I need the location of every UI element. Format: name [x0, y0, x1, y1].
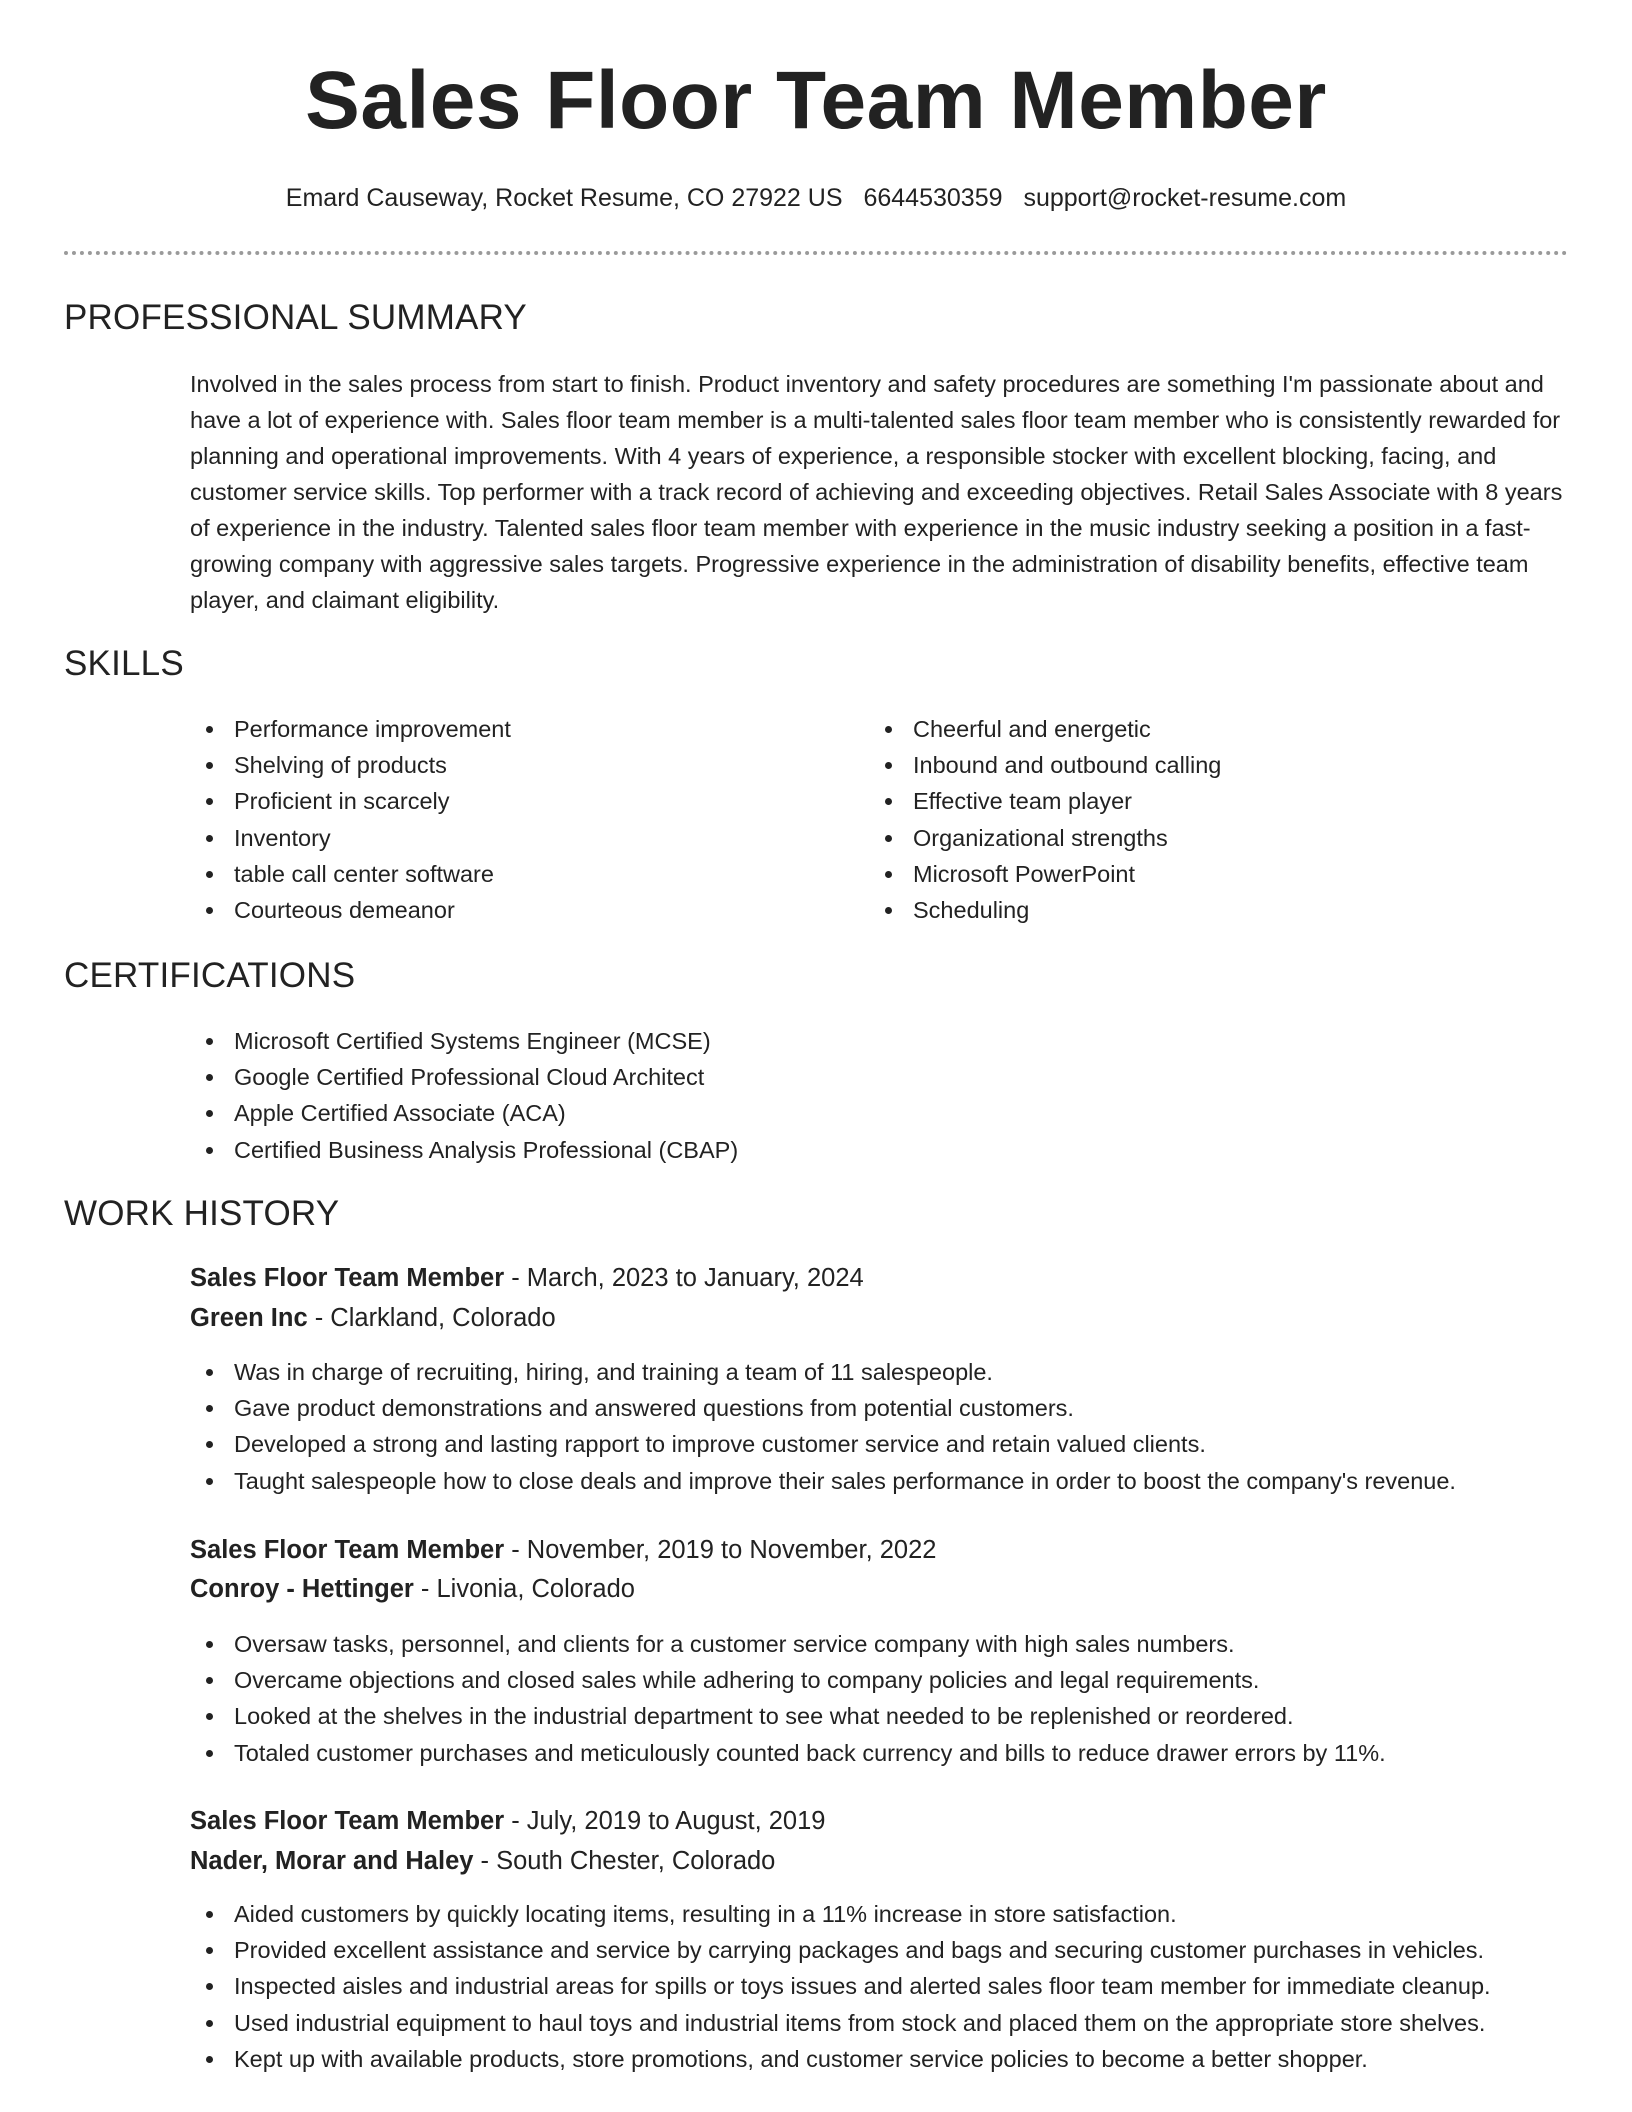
job-title-line [190, 1807, 825, 1836]
header-divider [64, 251, 1568, 255]
skill-item: Performance improvement [190, 711, 830, 747]
job-title: Sales Floor Team Member [190, 1536, 505, 1564]
contact-line [0, 184, 1632, 213]
job-duty: Kept up with available products, store promotions, and customer service policies to become a better shopper. [190, 2041, 1590, 2077]
job-dates: - July, 2019 to August, 2019 [504, 1807, 826, 1835]
job-company-line [190, 1304, 556, 1333]
skills-list-right [869, 711, 1549, 928]
skills-list-left [190, 711, 830, 928]
skill-item: Microsoft PowerPoint [869, 856, 1549, 892]
job-dates: - November, 2019 to November, 2022 [504, 1536, 937, 1564]
job-duties-list [190, 1626, 1590, 1771]
candidate-name: Sales Floor Team Member [305, 55, 1327, 146]
job-dates: - March, 2023 to January, 2024 [504, 1264, 864, 1292]
skill-item: Inventory [190, 820, 830, 856]
contact-phone: 6644530359 [863, 184, 1003, 212]
job-duty: Oversaw tasks, personnel, and clients for a customer service company with high sales numbers. [190, 1626, 1590, 1662]
work-history-heading: WORK HISTORY [64, 1194, 340, 1233]
job-location: - Clarkland, Colorado [307, 1304, 556, 1332]
job-location: - Livonia, Colorado [413, 1575, 635, 1603]
job-company: Nader, Morar and Haley [190, 1847, 474, 1875]
skill-item: table call center software [190, 856, 830, 892]
certification-item: Certified Business Analysis Professional (CBAP) [190, 1132, 1570, 1168]
certification-item: Apple Certified Associate (ACA) [190, 1095, 1570, 1131]
skills-heading: SKILLS [64, 644, 184, 683]
job-duty: Looked at the shelves in the industrial department to see what needed to be replenished or reordered. [190, 1698, 1590, 1734]
skill-item: Organizational strengths [869, 820, 1549, 856]
job-duties-list [190, 1354, 1590, 1499]
job-company-line [190, 1847, 775, 1876]
skill-item: Courteous demeanor [190, 892, 830, 928]
job-company: Green Inc [190, 1304, 308, 1332]
certifications-heading: CERTIFICATIONS [64, 956, 356, 995]
certifications-list [190, 1023, 1570, 1168]
job-duty: Aided customers by quickly locating items, resulting in a 11% increase in store satisfaction. [190, 1896, 1590, 1932]
job-company-line [190, 1575, 635, 1604]
job-duty: Provided excellent assistance and service by carrying packages and bags and securing customer purchases in vehicles. [190, 1932, 1590, 1968]
job-duty: Totaled customer purchases and meticulously counted back currency and bills to reduce drawer errors by 11%. [190, 1735, 1590, 1771]
contact-address: Emard Causeway, Rocket Resume, CO 27922 US [285, 184, 843, 212]
skill-item: Effective team player [869, 783, 1549, 819]
contact-email: support@rocket-resume.com [1023, 184, 1347, 212]
job-duty: Was in charge of recruiting, hiring, and training a team of 11 salespeople. [190, 1354, 1590, 1390]
job-location: - South Chester, Colorado [473, 1847, 776, 1875]
job-duty: Inspected aisles and industrial areas for spills or toys issues and alerted sales floor team member for immediate cleanup. [190, 1968, 1590, 2004]
certification-item: Google Certified Professional Cloud Architect [190, 1059, 1570, 1095]
job-duty: Overcame objections and closed sales while adhering to company policies and legal requirements. [190, 1662, 1590, 1698]
skill-item: Proficient in scarcely [190, 783, 830, 819]
summary-text: Involved in the sales process from start to finish. Product inventory and safety procedures are something I'm passionate about and have a lot of experience with. Sales floor team member is a multi-talented sales floor team member who is consistently rewarded for planning and operational improvements. With 4 years of experience, a responsible stocker with excellent blocking, facing, and customer service skills. Top performer with a track record of achieving and exceeding objectives. Retail Sales Associate with 8 years of experience in the industry. Talented sales floor team member with experience in the music industry seeking a position in a fast-growing company with aggressive sales targets. Progressive experience in the administration of disability benefits, effective team player, and claimant eligibility. [190, 371, 1563, 613]
job-title: Sales Floor Team Member [190, 1264, 505, 1292]
job-duty: Taught salespeople how to close deals and improve their sales performance in order to boost the company's revenue. [190, 1463, 1590, 1499]
skill-item: Shelving of products [190, 747, 830, 783]
skill-item: Cheerful and energetic [869, 711, 1549, 747]
job-duty: Used industrial equipment to haul toys and industrial items from stock and placed them on the appropriate store shelves. [190, 2005, 1590, 2041]
job-duties-list [190, 1896, 1590, 2077]
skill-item: Inbound and outbound calling [869, 747, 1549, 783]
job-title-line [190, 1264, 864, 1293]
summary-heading: PROFESSIONAL SUMMARY [64, 298, 527, 337]
certification-item: Microsoft Certified Systems Engineer (MCSE) [190, 1023, 1570, 1059]
skill-item: Scheduling [869, 892, 1549, 928]
job-duty: Developed a strong and lasting rapport to improve customer service and retain valued clients. [190, 1426, 1590, 1462]
job-duty: Gave product demonstrations and answered questions from potential customers. [190, 1390, 1590, 1426]
job-title-line [190, 1536, 936, 1565]
job-title: Sales Floor Team Member [190, 1807, 505, 1835]
job-company: Conroy - Hettinger [190, 1575, 414, 1603]
